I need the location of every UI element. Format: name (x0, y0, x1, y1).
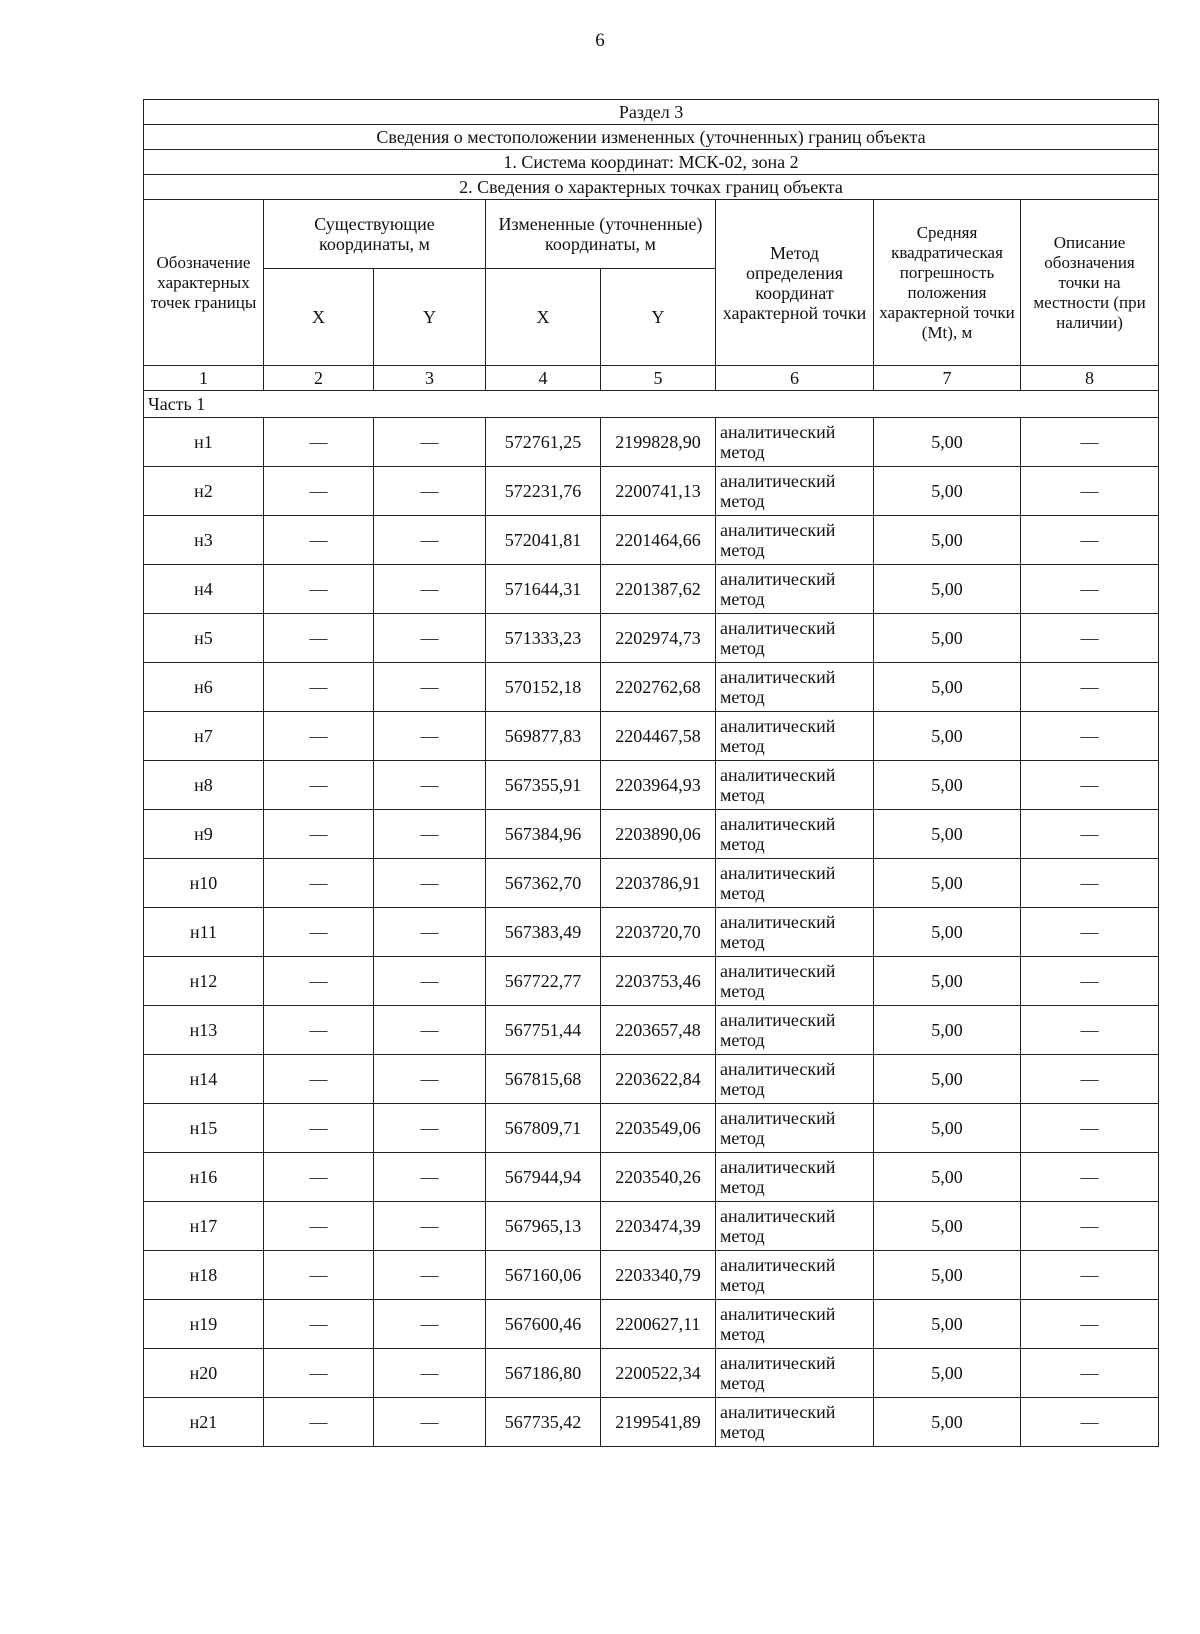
method-cell: аналитический метод (716, 810, 874, 859)
header-changed-y: Y (601, 269, 716, 366)
mean-error-cell: 5,00 (874, 467, 1021, 516)
header-existing-y: Y (374, 269, 486, 366)
point-designation: н12 (144, 957, 264, 1006)
existing-x-cell: — (264, 957, 374, 1006)
method-cell: аналитический метод (716, 516, 874, 565)
method-cell: аналитический метод (716, 859, 874, 908)
changed-x-cell: 567815,68 (486, 1055, 601, 1104)
existing-y-cell: — (374, 1300, 486, 1349)
existing-x-cell: — (264, 614, 374, 663)
mean-error-cell: 5,00 (874, 614, 1021, 663)
description-cell: — (1021, 418, 1159, 467)
changed-x-cell: 567384,96 (486, 810, 601, 859)
header-existing-coords: Существующие координаты, м (264, 200, 486, 269)
changed-x-cell: 571333,23 (486, 614, 601, 663)
existing-y-cell: — (374, 1006, 486, 1055)
existing-x-cell: — (264, 859, 374, 908)
existing-x-cell: — (264, 1153, 374, 1202)
description-cell: — (1021, 1251, 1159, 1300)
mean-error-cell: 5,00 (874, 1300, 1021, 1349)
existing-x-cell: — (264, 1251, 374, 1300)
part-label: Часть 1 (144, 391, 1159, 418)
column-number: 8 (1021, 366, 1159, 391)
changed-y-cell: 2201464,66 (601, 516, 716, 565)
changed-y-cell: 2203890,06 (601, 810, 716, 859)
header-changed-x: X (486, 269, 601, 366)
method-cell: аналитический метод (716, 1055, 874, 1104)
method-cell: аналитический метод (716, 957, 874, 1006)
table-row (144, 1055, 1159, 1104)
table-row (144, 1300, 1159, 1349)
table-row (144, 1153, 1159, 1202)
existing-y-cell: — (374, 565, 486, 614)
description-cell: — (1021, 1398, 1159, 1447)
existing-y-cell: — (374, 1104, 486, 1153)
changed-x-cell: 567383,49 (486, 908, 601, 957)
point-designation: н11 (144, 908, 264, 957)
changed-x-cell: 572761,25 (486, 418, 601, 467)
existing-y-cell: — (374, 467, 486, 516)
existing-x-cell: — (264, 565, 374, 614)
existing-y-cell: — (374, 1055, 486, 1104)
point-designation: н17 (144, 1202, 264, 1251)
method-cell: аналитический метод (716, 712, 874, 761)
header-method: Метод определения координат характерной точки (716, 200, 874, 366)
column-number: 4 (486, 366, 601, 391)
description-cell: — (1021, 614, 1159, 663)
description-cell: — (1021, 663, 1159, 712)
mean-error-cell: 5,00 (874, 1153, 1021, 1202)
existing-y-cell: — (374, 712, 486, 761)
existing-y-cell: — (374, 516, 486, 565)
description-cell: — (1021, 1055, 1159, 1104)
description-cell: — (1021, 1202, 1159, 1251)
method-cell: аналитический метод (716, 1153, 874, 1202)
existing-x-cell: — (264, 467, 374, 516)
column-number: 1 (144, 366, 264, 391)
point-designation: н21 (144, 1398, 264, 1447)
table-row (144, 1006, 1159, 1055)
table-row (144, 516, 1159, 565)
changed-x-cell: 572231,76 (486, 467, 601, 516)
table-row (144, 1104, 1159, 1153)
description-cell: — (1021, 1349, 1159, 1398)
point-designation: н15 (144, 1104, 264, 1153)
mean-error-cell: 5,00 (874, 761, 1021, 810)
point-designation: н5 (144, 614, 264, 663)
changed-y-cell: 2201387,62 (601, 565, 716, 614)
point-designation: н10 (144, 859, 264, 908)
method-cell: аналитический метод (716, 908, 874, 957)
changed-y-cell: 2203753,46 (601, 957, 716, 1006)
point-designation: н20 (144, 1349, 264, 1398)
changed-x-cell: 567722,77 (486, 957, 601, 1006)
mean-error-cell: 5,00 (874, 908, 1021, 957)
changed-x-cell: 567362,70 (486, 859, 601, 908)
changed-y-cell: 2199541,89 (601, 1398, 716, 1447)
mean-error-cell: 5,00 (874, 418, 1021, 467)
mean-error-cell: 5,00 (874, 1398, 1021, 1447)
mean-error-cell: 5,00 (874, 565, 1021, 614)
existing-y-cell: — (374, 908, 486, 957)
point-designation: н6 (144, 663, 264, 712)
mean-error-cell: 5,00 (874, 712, 1021, 761)
existing-x-cell: — (264, 712, 374, 761)
changed-x-cell: 570152,18 (486, 663, 601, 712)
existing-y-cell: — (374, 1349, 486, 1398)
table-row (144, 663, 1159, 712)
table-row (144, 859, 1159, 908)
description-cell: — (1021, 761, 1159, 810)
description-cell: — (1021, 1006, 1159, 1055)
mean-error-cell: 5,00 (874, 663, 1021, 712)
header-changed-coords: Измененные (уточненные) координаты, м (486, 200, 716, 269)
header-existing-x: X (264, 269, 374, 366)
existing-x-cell: — (264, 1398, 374, 1447)
mean-error-cell: 5,00 (874, 516, 1021, 565)
point-designation: н3 (144, 516, 264, 565)
changed-x-cell: 567809,71 (486, 1104, 601, 1153)
mean-error-cell: 5,00 (874, 957, 1021, 1006)
changed-y-cell: 2203786,91 (601, 859, 716, 908)
mean-error-cell: 5,00 (874, 1006, 1021, 1055)
table-row (144, 1251, 1159, 1300)
description-cell: — (1021, 1153, 1159, 1202)
point-designation: н9 (144, 810, 264, 859)
column-number: 6 (716, 366, 874, 391)
mean-error-cell: 5,00 (874, 1055, 1021, 1104)
changed-y-cell: 2203622,84 (601, 1055, 716, 1104)
existing-x-cell: — (264, 1006, 374, 1055)
method-cell: аналитический метод (716, 1300, 874, 1349)
description-cell: — (1021, 859, 1159, 908)
point-designation: н18 (144, 1251, 264, 1300)
method-cell: аналитический метод (716, 467, 874, 516)
method-cell: аналитический метод (716, 1202, 874, 1251)
mean-error-cell: 5,00 (874, 1251, 1021, 1300)
changed-x-cell: 567186,80 (486, 1349, 601, 1398)
changed-y-cell: 2204467,58 (601, 712, 716, 761)
column-number: 7 (874, 366, 1021, 391)
mean-error-cell: 5,00 (874, 1104, 1021, 1153)
existing-x-cell: — (264, 810, 374, 859)
existing-x-cell: — (264, 1300, 374, 1349)
changed-x-cell: 572041,81 (486, 516, 601, 565)
existing-y-cell: — (374, 1153, 486, 1202)
method-cell: аналитический метод (716, 1251, 874, 1300)
changed-y-cell: 2200627,11 (601, 1300, 716, 1349)
changed-y-cell: 2200741,13 (601, 467, 716, 516)
description-cell: — (1021, 565, 1159, 614)
description-cell: — (1021, 516, 1159, 565)
description-cell: — (1021, 467, 1159, 516)
point-designation: н8 (144, 761, 264, 810)
existing-y-cell: — (374, 859, 486, 908)
table-row (144, 761, 1159, 810)
changed-y-cell: 2202762,68 (601, 663, 716, 712)
method-cell: аналитический метод (716, 1104, 874, 1153)
table-row (144, 565, 1159, 614)
changed-x-cell: 569877,83 (486, 712, 601, 761)
method-cell: аналитический метод (716, 614, 874, 663)
mean-error-cell: 5,00 (874, 810, 1021, 859)
point-designation: н4 (144, 565, 264, 614)
header-description: Описание обозначения точки на местности (при наличии) (1021, 200, 1159, 366)
table-row (144, 957, 1159, 1006)
existing-y-cell: — (374, 1251, 486, 1300)
changed-x-cell: 567944,94 (486, 1153, 601, 1202)
changed-x-cell: 571644,31 (486, 565, 601, 614)
changed-y-cell: 2200522,34 (601, 1349, 716, 1398)
changed-y-cell: 2203549,06 (601, 1104, 716, 1153)
table-row (144, 418, 1159, 467)
description-cell: — (1021, 957, 1159, 1006)
point-designation: н13 (144, 1006, 264, 1055)
changed-x-cell: 567160,06 (486, 1251, 601, 1300)
point-designation: н1 (144, 418, 264, 467)
existing-y-cell: — (374, 1202, 486, 1251)
description-cell: — (1021, 1104, 1159, 1153)
existing-x-cell: — (264, 516, 374, 565)
description-cell: — (1021, 712, 1159, 761)
existing-x-cell: — (264, 1055, 374, 1104)
changed-y-cell: 2203540,26 (601, 1153, 716, 1202)
coord-system-title: 1. Система координат: МСК-02, зона 2 (144, 150, 1159, 175)
mean-error-cell: 5,00 (874, 859, 1021, 908)
changed-y-cell: 2203964,93 (601, 761, 716, 810)
method-cell: аналитический метод (716, 761, 874, 810)
method-cell: аналитический метод (716, 1006, 874, 1055)
point-designation: н16 (144, 1153, 264, 1202)
method-cell: аналитический метод (716, 1398, 874, 1447)
changed-x-cell: 567965,13 (486, 1202, 601, 1251)
point-designation: н7 (144, 712, 264, 761)
table-row (144, 1202, 1159, 1251)
method-cell: аналитический метод (716, 663, 874, 712)
description-cell: — (1021, 908, 1159, 957)
description-cell: — (1021, 1300, 1159, 1349)
table-row (144, 1349, 1159, 1398)
existing-y-cell: — (374, 418, 486, 467)
section-subtitle: Сведения о местоположении измененных (уточненных) границ объекта (144, 125, 1159, 150)
existing-y-cell: — (374, 663, 486, 712)
changed-x-cell: 567735,42 (486, 1398, 601, 1447)
column-number: 3 (374, 366, 486, 391)
existing-x-cell: — (264, 663, 374, 712)
description-cell: — (1021, 810, 1159, 859)
points-title: 2. Сведения о характерных точках границ объекта (144, 175, 1159, 200)
existing-y-cell: — (374, 957, 486, 1006)
table-row (144, 467, 1159, 516)
boundary-points-table (143, 99, 1159, 1447)
existing-x-cell: — (264, 908, 374, 957)
changed-y-cell: 2203657,48 (601, 1006, 716, 1055)
existing-x-cell: — (264, 1104, 374, 1153)
existing-x-cell: — (264, 1349, 374, 1398)
table-row (144, 712, 1159, 761)
point-designation: н19 (144, 1300, 264, 1349)
changed-x-cell: 567751,44 (486, 1006, 601, 1055)
existing-y-cell: — (374, 810, 486, 859)
table-row (144, 810, 1159, 859)
existing-y-cell: — (374, 1398, 486, 1447)
method-cell: аналитический метод (716, 1349, 874, 1398)
existing-x-cell: — (264, 1202, 374, 1251)
changed-y-cell: 2202974,73 (601, 614, 716, 663)
header-designation: Обозначение характерных точек границы (144, 200, 264, 366)
column-number: 5 (601, 366, 716, 391)
mean-error-cell: 5,00 (874, 1349, 1021, 1398)
changed-y-cell: 2203340,79 (601, 1251, 716, 1300)
point-designation: н14 (144, 1055, 264, 1104)
existing-x-cell: — (264, 418, 374, 467)
mean-error-cell: 5,00 (874, 1202, 1021, 1251)
changed-y-cell: 2203474,39 (601, 1202, 716, 1251)
changed-y-cell: 2199828,90 (601, 418, 716, 467)
header-mean-error: Средняя квадратическая погрешность положения характерной точки (Mt), м (874, 200, 1021, 366)
table-row (144, 614, 1159, 663)
changed-x-cell: 567355,91 (486, 761, 601, 810)
method-cell: аналитический метод (716, 565, 874, 614)
page-number: 6 (595, 30, 605, 51)
existing-y-cell: — (374, 761, 486, 810)
section-title: Раздел 3 (144, 100, 1159, 125)
changed-y-cell: 2203720,70 (601, 908, 716, 957)
existing-y-cell: — (374, 614, 486, 663)
table-row (144, 908, 1159, 957)
point-designation: н2 (144, 467, 264, 516)
changed-x-cell: 567600,46 (486, 1300, 601, 1349)
method-cell: аналитический метод (716, 418, 874, 467)
column-number: 2 (264, 366, 374, 391)
table-row (144, 1398, 1159, 1447)
existing-x-cell: — (264, 761, 374, 810)
